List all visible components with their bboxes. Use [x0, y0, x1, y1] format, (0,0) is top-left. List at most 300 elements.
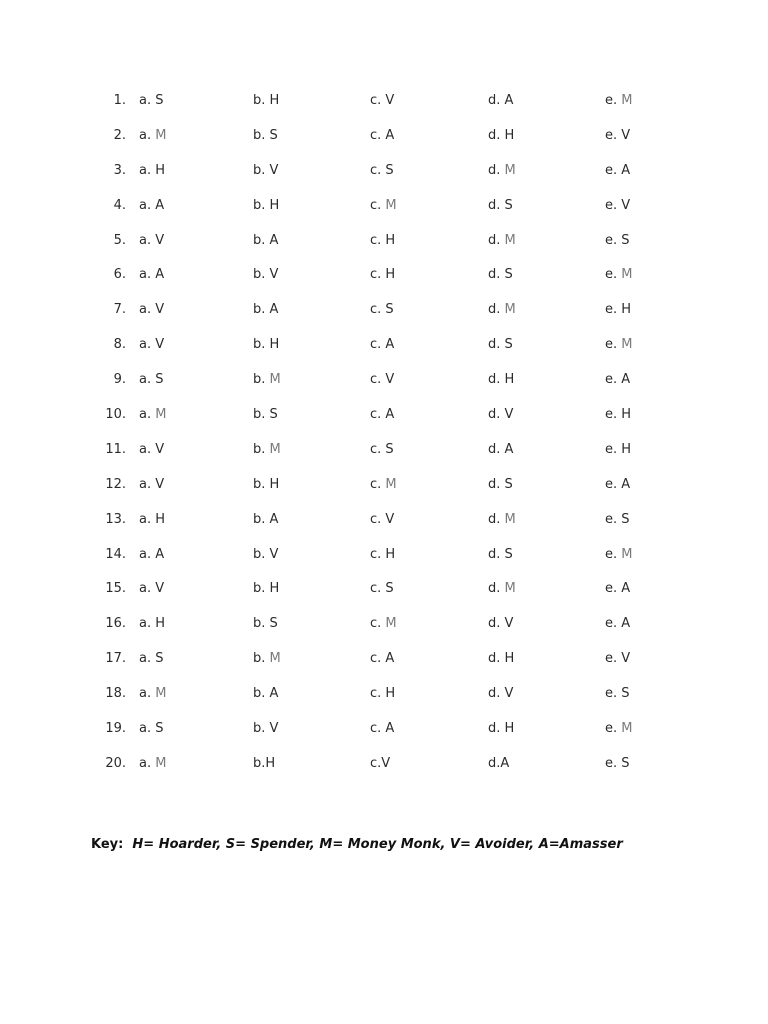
option-b — [253, 612, 278, 636]
type-code: A — [385, 337, 395, 353]
option-a — [139, 263, 164, 287]
option-a — [139, 89, 164, 113]
type-code: V — [385, 372, 395, 388]
option-letter: a. — [139, 337, 156, 353]
option-letter: b. — [253, 476, 270, 492]
type-code: S — [155, 372, 164, 388]
option-letter: b. — [253, 162, 270, 178]
option-letter: b. — [253, 267, 270, 283]
option-c — [370, 717, 394, 741]
type-code: H — [385, 232, 396, 248]
option-letter: e. — [605, 372, 622, 388]
option-letter: d. — [488, 337, 505, 353]
answer-row — [0, 159, 768, 194]
option-c — [370, 263, 395, 287]
option-letter: a. — [139, 651, 156, 667]
type-code: S — [504, 197, 513, 213]
type-code: V — [504, 407, 514, 423]
option-c — [370, 124, 394, 148]
type-code: H — [269, 197, 280, 213]
type-code: H — [155, 162, 166, 178]
option-letter: d. — [488, 197, 505, 213]
item-number: 7. — [113, 302, 126, 318]
option-letter: e. — [605, 581, 622, 597]
option-letter: b. — [253, 337, 270, 353]
option-e — [605, 229, 630, 253]
type-code: A — [155, 546, 165, 562]
answer-row — [0, 752, 768, 787]
type-code: M — [621, 546, 633, 562]
answer-row — [0, 543, 768, 578]
type-code: A — [621, 162, 631, 178]
option-e — [605, 473, 630, 497]
item-number: 13. — [105, 511, 126, 527]
option-letter: b. — [253, 686, 270, 702]
type-code: V — [385, 93, 395, 108]
type-code: V — [155, 232, 165, 248]
type-code: M — [621, 337, 633, 353]
option-letter: b. — [253, 197, 270, 213]
type-code: V — [269, 267, 279, 283]
option-b — [253, 263, 278, 287]
option-e — [605, 577, 630, 601]
type-code: H — [504, 651, 515, 667]
option-letter: c. — [370, 197, 386, 213]
option-letter: d. — [488, 302, 505, 318]
type-code: S — [155, 651, 164, 667]
option-e — [605, 89, 632, 113]
option-d — [488, 194, 513, 218]
option-a — [139, 508, 165, 532]
type-code: S — [504, 546, 513, 562]
type-code: V — [155, 441, 165, 457]
option-letter: e. — [605, 302, 622, 318]
option-letter: c. — [370, 162, 386, 178]
type-code: A — [500, 755, 510, 771]
option-letter: b. — [253, 302, 270, 318]
option-letter: d. — [488, 686, 505, 702]
option-letter: c. — [370, 511, 386, 527]
option-e — [605, 612, 630, 636]
answer-row — [0, 577, 768, 612]
type-code: V — [155, 581, 165, 597]
item-number: 8. — [113, 337, 126, 353]
option-letter: e. — [605, 162, 622, 178]
option-letter: d. — [488, 93, 505, 108]
option-letter: a. — [139, 162, 156, 178]
key-label: Key: — [91, 837, 124, 852]
item-number: 4. — [113, 197, 126, 213]
type-code: A — [621, 372, 631, 388]
option-c — [370, 89, 394, 113]
option-a — [139, 682, 166, 706]
option-e — [605, 368, 630, 392]
option-b — [253, 194, 279, 218]
option-letter: e. — [605, 93, 622, 108]
option-a — [139, 124, 166, 148]
option-letter: c. — [370, 651, 386, 667]
option-e — [605, 717, 632, 741]
option-letter: d. — [488, 546, 505, 562]
option-d — [488, 403, 513, 427]
option-letter: a. — [139, 581, 156, 597]
option-letter: e. — [605, 721, 622, 737]
option-d — [488, 577, 516, 601]
type-code: S — [621, 232, 630, 248]
option-e — [605, 403, 631, 427]
item-number: 10. — [105, 407, 126, 423]
type-code: A — [504, 93, 514, 108]
option-d — [488, 89, 513, 113]
option-letter: b. — [253, 511, 270, 527]
option-letter: a. — [139, 476, 156, 492]
option-letter: c. — [370, 407, 386, 423]
option-d — [488, 263, 513, 287]
option-letter: c. — [370, 232, 386, 248]
option-letter: c. — [370, 616, 386, 632]
option-d — [488, 298, 516, 322]
type-code: M — [155, 127, 167, 143]
type-code: H — [504, 721, 515, 737]
type-code: V — [155, 476, 165, 492]
option-d — [488, 543, 513, 567]
answer-row — [0, 298, 768, 333]
type-code: M — [155, 407, 167, 423]
type-code: H — [155, 511, 166, 527]
option-d — [488, 159, 516, 183]
item-number: 6. — [113, 267, 126, 283]
option-letter: a. — [139, 755, 156, 771]
option-letter: b. — [253, 127, 270, 143]
option-a — [139, 159, 165, 183]
option-c — [370, 647, 394, 671]
option-c — [370, 438, 394, 462]
option-letter: e. — [605, 651, 622, 667]
option-letter: b. — [253, 407, 270, 423]
option-b — [253, 368, 281, 392]
option-letter: a. — [139, 232, 156, 248]
item-number: 9. — [113, 372, 126, 388]
option-letter: c. — [370, 755, 382, 771]
option-d — [488, 508, 516, 532]
option-letter: b. — [253, 651, 270, 667]
item-number: 18. — [105, 686, 126, 702]
option-letter: d. — [488, 511, 505, 527]
item-number: 15. — [105, 581, 126, 597]
item-number: 20. — [105, 755, 126, 771]
type-code: H — [269, 476, 280, 492]
option-a — [139, 717, 164, 741]
option-b — [253, 473, 279, 497]
type-code: M — [155, 686, 167, 702]
option-b — [253, 438, 281, 462]
option-a — [139, 473, 164, 497]
type-code: V — [269, 546, 279, 562]
option-d — [488, 752, 509, 776]
type-code: S — [504, 267, 513, 283]
option-letter: d. — [488, 476, 505, 492]
type-code: S — [385, 581, 394, 597]
option-letter: e. — [605, 267, 622, 283]
type-code: V — [269, 721, 279, 737]
item-number: 14. — [105, 546, 126, 562]
type-code: V — [381, 755, 391, 771]
type-code: H — [621, 407, 632, 423]
type-code: M — [269, 441, 281, 457]
answer-row — [0, 229, 768, 264]
option-d — [488, 333, 513, 357]
type-code: M — [385, 476, 397, 492]
item-number: 5. — [113, 232, 126, 248]
option-e — [605, 752, 630, 776]
option-c — [370, 473, 397, 497]
option-d — [488, 229, 516, 253]
option-d — [488, 682, 513, 706]
option-e — [605, 438, 631, 462]
option-b — [253, 717, 278, 741]
answer-row — [0, 124, 768, 159]
option-letter: c. — [370, 302, 386, 318]
type-code: V — [621, 127, 631, 143]
type-code: H — [504, 127, 515, 143]
type-code: A — [269, 302, 279, 318]
option-letter: b. — [253, 721, 270, 737]
option-letter: d. — [488, 441, 505, 457]
type-code: H — [621, 302, 632, 318]
option-letter: c. — [370, 441, 386, 457]
type-code: V — [155, 302, 165, 318]
option-e — [605, 333, 632, 357]
option-c — [370, 403, 394, 427]
option-d — [488, 368, 514, 392]
type-code: A — [155, 197, 165, 213]
type-code: H — [265, 755, 276, 771]
option-letter: a. — [139, 93, 156, 108]
type-code: V — [504, 686, 514, 702]
item-number: 11. — [105, 441, 126, 457]
answer-row — [0, 717, 768, 752]
option-letter: a. — [139, 511, 156, 527]
type-code: A — [621, 616, 631, 632]
answer-row — [0, 682, 768, 717]
type-code: S — [504, 476, 513, 492]
type-code: M — [504, 581, 516, 597]
option-letter: a. — [139, 267, 156, 283]
type-code: M — [504, 232, 516, 248]
option-a — [139, 612, 165, 636]
option-letter: a. — [139, 686, 156, 702]
type-code: H — [155, 616, 166, 632]
option-letter: e. — [605, 127, 622, 143]
answer-list — [0, 89, 768, 787]
option-letter: c. — [370, 686, 386, 702]
type-code: V — [621, 197, 631, 213]
option-b — [253, 647, 281, 671]
option-letter: e. — [605, 616, 622, 632]
option-c — [370, 682, 395, 706]
answer-row — [0, 647, 768, 682]
option-letter: a. — [139, 546, 156, 562]
option-d — [488, 612, 513, 636]
option-e — [605, 124, 630, 148]
option-d — [488, 647, 514, 671]
option-letter: b. — [253, 93, 270, 108]
option-d — [488, 438, 513, 462]
option-letter: c. — [370, 93, 386, 108]
option-b — [253, 543, 278, 567]
type-code: S — [269, 407, 278, 423]
option-letter: d. — [488, 372, 505, 388]
option-c — [370, 159, 394, 183]
answer-row — [0, 368, 768, 403]
option-c — [370, 229, 395, 253]
answer-row — [0, 438, 768, 473]
option-b — [253, 577, 279, 601]
answer-row — [0, 89, 768, 124]
option-letter: a. — [139, 302, 156, 318]
option-letter: b. — [253, 546, 270, 562]
option-letter: c. — [370, 721, 386, 737]
item-number: 3. — [113, 162, 126, 178]
type-code: S — [621, 511, 630, 527]
option-letter: e. — [605, 511, 622, 527]
type-code: M — [504, 511, 516, 527]
type-code: M — [504, 302, 516, 318]
option-letter: d. — [488, 651, 505, 667]
option-letter: b. — [253, 616, 270, 632]
type-code: A — [269, 232, 279, 248]
option-e — [605, 298, 631, 322]
option-letter: c. — [370, 476, 386, 492]
option-letter: e. — [605, 476, 622, 492]
option-letter: b. — [253, 441, 270, 457]
type-code: V — [621, 651, 631, 667]
option-e — [605, 159, 630, 183]
type-code: H — [504, 372, 515, 388]
option-letter: d. — [488, 581, 505, 597]
option-c — [370, 543, 395, 567]
type-code: V — [385, 511, 395, 527]
option-letter: a. — [139, 616, 156, 632]
option-letter: b. — [253, 755, 266, 771]
option-letter: a. — [139, 441, 156, 457]
item-number: 16. — [105, 616, 126, 632]
option-b — [253, 333, 279, 357]
option-letter: a. — [139, 721, 156, 737]
option-letter: e. — [605, 755, 622, 771]
type-code: H — [385, 267, 396, 283]
option-letter: e. — [605, 337, 622, 353]
type-code: S — [385, 441, 394, 457]
option-letter: e. — [605, 197, 622, 213]
option-letter: d. — [488, 616, 505, 632]
type-code: H — [269, 337, 280, 353]
option-letter: e. — [605, 546, 622, 562]
option-a — [139, 298, 164, 322]
type-code: S — [269, 616, 278, 632]
option-c — [370, 508, 394, 532]
type-code: M — [385, 616, 397, 632]
option-a — [139, 368, 164, 392]
option-b — [253, 298, 278, 322]
option-letter: d. — [488, 232, 505, 248]
type-code: A — [385, 651, 395, 667]
type-code: A — [504, 441, 514, 457]
answer-row — [0, 194, 768, 229]
type-code: S — [385, 302, 394, 318]
key-legend — [91, 837, 623, 852]
option-letter: a. — [139, 372, 156, 388]
answer-row — [0, 263, 768, 298]
type-code: M — [385, 197, 397, 213]
option-c — [370, 612, 397, 636]
item-number: 2. — [113, 127, 126, 143]
option-letter: d. — [488, 721, 505, 737]
type-code: A — [269, 511, 279, 527]
type-code: S — [504, 337, 513, 353]
option-letter: e. — [605, 441, 622, 457]
type-code: H — [621, 441, 632, 457]
type-code: H — [269, 93, 280, 108]
answer-row — [0, 403, 768, 438]
type-code: H — [269, 581, 280, 597]
type-code: A — [621, 581, 631, 597]
option-a — [139, 333, 164, 357]
option-e — [605, 543, 632, 567]
type-code: V — [269, 162, 279, 178]
option-b — [253, 752, 275, 776]
answer-row — [0, 333, 768, 368]
option-c — [370, 298, 394, 322]
option-letter: d. — [488, 267, 505, 283]
option-d — [488, 717, 514, 741]
option-e — [605, 508, 630, 532]
type-code: S — [155, 721, 164, 737]
type-code: M — [155, 755, 167, 771]
type-code: V — [155, 337, 165, 353]
item-number: 1. — [113, 93, 126, 108]
option-letter: d. — [488, 127, 505, 143]
type-code: A — [385, 127, 395, 143]
option-d — [488, 473, 513, 497]
option-a — [139, 752, 166, 776]
option-a — [139, 543, 164, 567]
type-code: M — [504, 162, 516, 178]
type-code: V — [504, 616, 514, 632]
option-a — [139, 577, 164, 601]
type-code: A — [621, 476, 631, 492]
option-a — [139, 438, 164, 462]
option-c — [370, 752, 390, 776]
key-text: H= Hoarder, S= Spender, M= Money Monk, V= Avoider, A=Amasser — [132, 837, 623, 852]
option-letter: c. — [370, 372, 386, 388]
answer-row — [0, 612, 768, 647]
option-letter: d. — [488, 162, 505, 178]
answer-row — [0, 508, 768, 543]
option-e — [605, 647, 630, 671]
item-number: 12. — [105, 476, 126, 492]
option-letter: e. — [605, 686, 622, 702]
option-letter: d. — [488, 407, 505, 423]
type-code: M — [621, 93, 633, 108]
type-code: M — [269, 651, 281, 667]
item-number: 19. — [105, 721, 126, 737]
option-e — [605, 194, 630, 218]
option-b — [253, 682, 278, 706]
option-b — [253, 229, 278, 253]
option-letter: c. — [370, 546, 386, 562]
option-letter: e. — [605, 407, 622, 423]
